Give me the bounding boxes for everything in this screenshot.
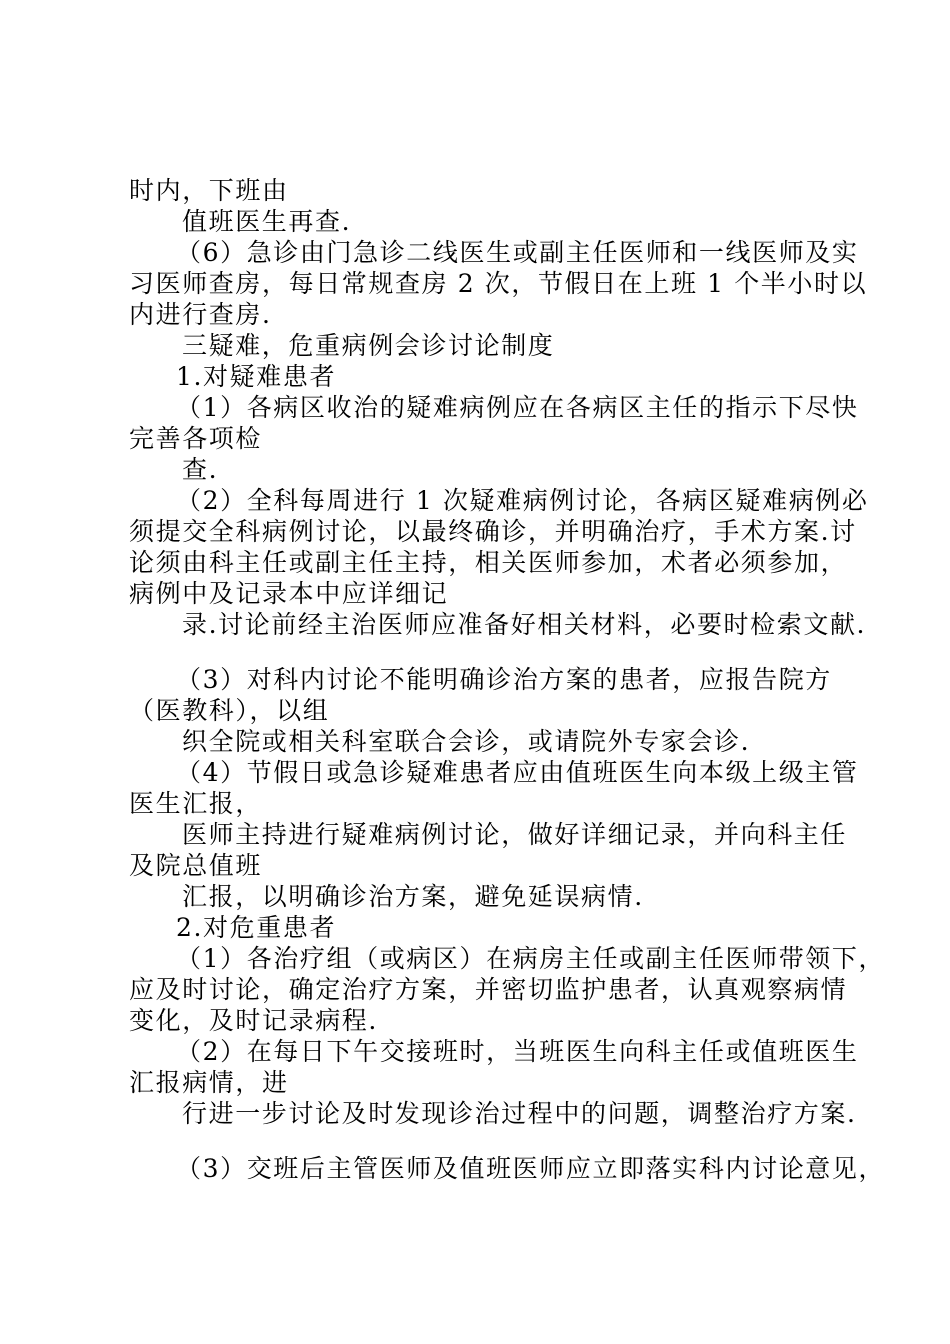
text-line: （3）交班后主管医师及值班医师应立即落实科内讨论意见， — [176, 1154, 886, 1183]
text-line: （2）全科每周进行 1 次疑难病例讨论，各病区疑难病例必 — [176, 486, 869, 515]
text-line: 汇报，以明确诊治方案，避免延误病情. — [182, 882, 644, 911]
text-line: 及院总值班 — [129, 851, 263, 880]
subsection-heading: 1.对疑难患者 — [176, 362, 337, 391]
text-line: （4）节假日或急诊疑难患者应由值班医生向本级上级主管 — [176, 758, 859, 787]
text-line: （1）各治疗组（或病区）在病房主任或副主任医师带领下， — [176, 944, 886, 973]
text-line: 录.讨论前经主治医师应准备好相关材料，必要时检索文献. — [182, 610, 867, 639]
text-line: 查. — [182, 455, 219, 484]
text-line: （6）急诊由门急诊二线医生或副主任医师和一线医师及实 — [176, 238, 859, 267]
text-line: 行进一步讨论及时发现诊治过程中的问题，调整治疗方案. — [182, 1099, 857, 1128]
text-line: 变化，及时记录病程. — [129, 1006, 378, 1035]
text-line: 应及时讨论，确定治疗方案，并密切监护患者，认真观察病情 — [129, 975, 848, 1004]
text-line: 习医师查房，每日常规查房 2 次，节假日在上班 1 个半小时以 — [129, 269, 868, 298]
text-line: 须提交全科病例讨论，以最终确诊，并明确治疗，手术方案.讨 — [129, 517, 857, 546]
text-line: 病例中及记录本中应详细记 — [129, 579, 449, 608]
text-line: 值班医生再查. — [182, 207, 352, 236]
text-line: （1）各病区收治的疑难病例应在各病区主任的指示下尽快 — [176, 393, 859, 422]
text-line: （3）对科内讨论不能明确诊治方案的患者，应报告院方 — [176, 665, 832, 694]
text-line: 汇报病情，进 — [129, 1068, 289, 1097]
text-line: 论须由科主任或副主任主持，相关医师参加，术者必须参加， — [129, 548, 848, 577]
subsection-heading: 2.对危重患者 — [176, 913, 337, 942]
text-line: 织全院或相关科室联合会诊，或请院外专家会诊. — [182, 727, 751, 756]
text-line: （医教科），以组 — [129, 696, 330, 725]
text-line: 医师主持进行疑难病例讨论，做好详细记录，并向科主任 — [182, 820, 848, 849]
section-heading: 三疑难，危重病例会诊讨论制度 — [182, 331, 555, 360]
text-line: 医生汇报， — [129, 789, 263, 818]
text-line: 内进行查房. — [129, 300, 272, 329]
text-line: 完善各项检 — [129, 424, 263, 453]
text-line: 时内，下班由 — [129, 176, 289, 205]
text-line: （2）在每日下午交接班时，当班医生向科主任或值班医生 — [176, 1037, 859, 1066]
